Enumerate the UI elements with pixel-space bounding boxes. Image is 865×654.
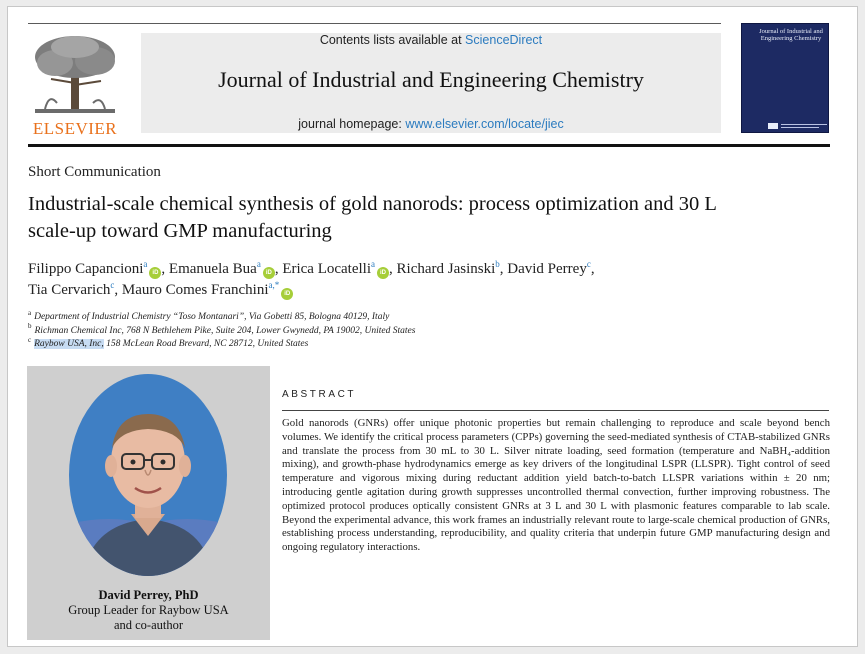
highlighted-text: Raybow USA, Inc, xyxy=(34,339,104,349)
abstract-text: Gold nanorods (GNRs) offer unique photonic properties but remain challenging to reproduce and scale beyond bench volumes. We identify the critical process parameters (CPPs) governing the seed-mediated synthesis of CTAB-stabilized GNRs and translate the process from 30 mL to 30 L. Silver nitrate loading, seed formation (temperature and NaBH₄-addition mixing), and growth-phase hydrodynamics emerge as key drivers of the longitudinal LSPR (LLSPR). Tight control of seed temperature and vigorous mixing during reductant addition yield batch-to-batch LLSPR variations within ± 20 nm; introducing gentle agitation during growth suppresses uncontrolled thermal convection, further improving robustness. The optimized protocol produces optically consistent GNRs at 3 L and 30 L with plasmonic features comparable to lab scale. Beyond the experimental advance, this work frames an industrially relevant route to large-scale chemical production of GNRs, establishing process understanding, reproducibility, and quality criteria that underpin future GMP manufacturing design and ongoing regulatory interactions. xyxy=(282,417,830,554)
cover-title: Journal of Industrial and Engineering Chemistry xyxy=(759,28,823,42)
homepage-link[interactable]: www.elsevier.com/locate/jiec xyxy=(405,117,564,131)
author[interactable]: David Perrey$^c$ xyxy=(507,259,591,277)
homepage-prefix: journal homepage: xyxy=(298,117,402,131)
affiliation-a: $^a$ Department of Industrial Chemistry “Toso Montanari”, Via Gobetti 85, Bologna 40129, Italy xyxy=(28,308,390,322)
cover-society-logo-icon xyxy=(768,122,828,130)
publisher-wordmark: ELSEVIER xyxy=(32,119,118,138)
orcid-icon[interactable]: iD xyxy=(263,267,275,279)
homepage-line xyxy=(141,117,721,131)
journal-header-band xyxy=(141,33,721,133)
card-role: Group Leader for Raybow USA and co-author xyxy=(68,603,229,632)
author-card xyxy=(27,366,270,640)
affiliation-b: $^b$ Richman Chemical Inc, 768 N Bethlehem Pike, Suite 204, Lower Gwynedd, PA 19002, United States xyxy=(28,322,416,336)
author[interactable]: Tia Cervarich$^c$ xyxy=(28,280,115,298)
article-title: Industrial-scale chemical synthesis of gold nanorods: process optimization and 30 L scale-up toward GMP manufacturing xyxy=(28,193,717,242)
journal-cover-thumbnail[interactable] xyxy=(741,23,829,133)
orcid-icon[interactable]: iD xyxy=(377,267,389,279)
author[interactable]: Emanuela Bua$^a$iD xyxy=(169,261,275,277)
header-top-rule xyxy=(28,23,721,24)
card-name: David Perrey, PhD xyxy=(98,588,199,602)
abstract-heading: ABSTRACT xyxy=(282,389,357,400)
author[interactable]: Richard Jasinski$^b$ xyxy=(396,259,500,277)
author-portrait xyxy=(69,374,227,576)
elsevier-logo[interactable] xyxy=(27,33,123,138)
author[interactable]: Erica Locatelli$^a$iD xyxy=(282,261,389,277)
orcid-icon[interactable]: iD xyxy=(281,288,293,300)
header-bottom-rule xyxy=(28,144,830,147)
author-list: Filippo Capancioni$^a$iD , Emanuela Bua$^a$iD , Erica Locatelli$^a$iD , Richard Jasinski$^b$, David Perrey$^c$, Tia Cervarich$^c$, Mauro Comes Franchini$^{a,*}$iD xyxy=(28,259,595,298)
article-type: Short Communication xyxy=(28,164,161,180)
sciencedirect-link[interactable]: ScienceDirect xyxy=(465,33,543,47)
tree-icon xyxy=(27,33,123,117)
affiliation-c: $^c$ Raybow USA, Inc, 158 McLean Road Brevard, NC 28712, United States xyxy=(28,335,309,349)
contents-prefix: Contents lists available at xyxy=(319,33,462,47)
affiliations xyxy=(28,308,788,352)
abstract-rule xyxy=(282,410,829,411)
author[interactable]: Filippo Capancioni$^a$iD xyxy=(28,261,161,277)
journal-name: Journal of Industrial and Engineering Chemistry xyxy=(218,67,644,92)
orcid-icon[interactable]: iD xyxy=(149,267,161,279)
contents-line xyxy=(141,33,721,47)
author[interactable]: Mauro Comes Franchini$^{a,*}$iD xyxy=(122,282,293,298)
